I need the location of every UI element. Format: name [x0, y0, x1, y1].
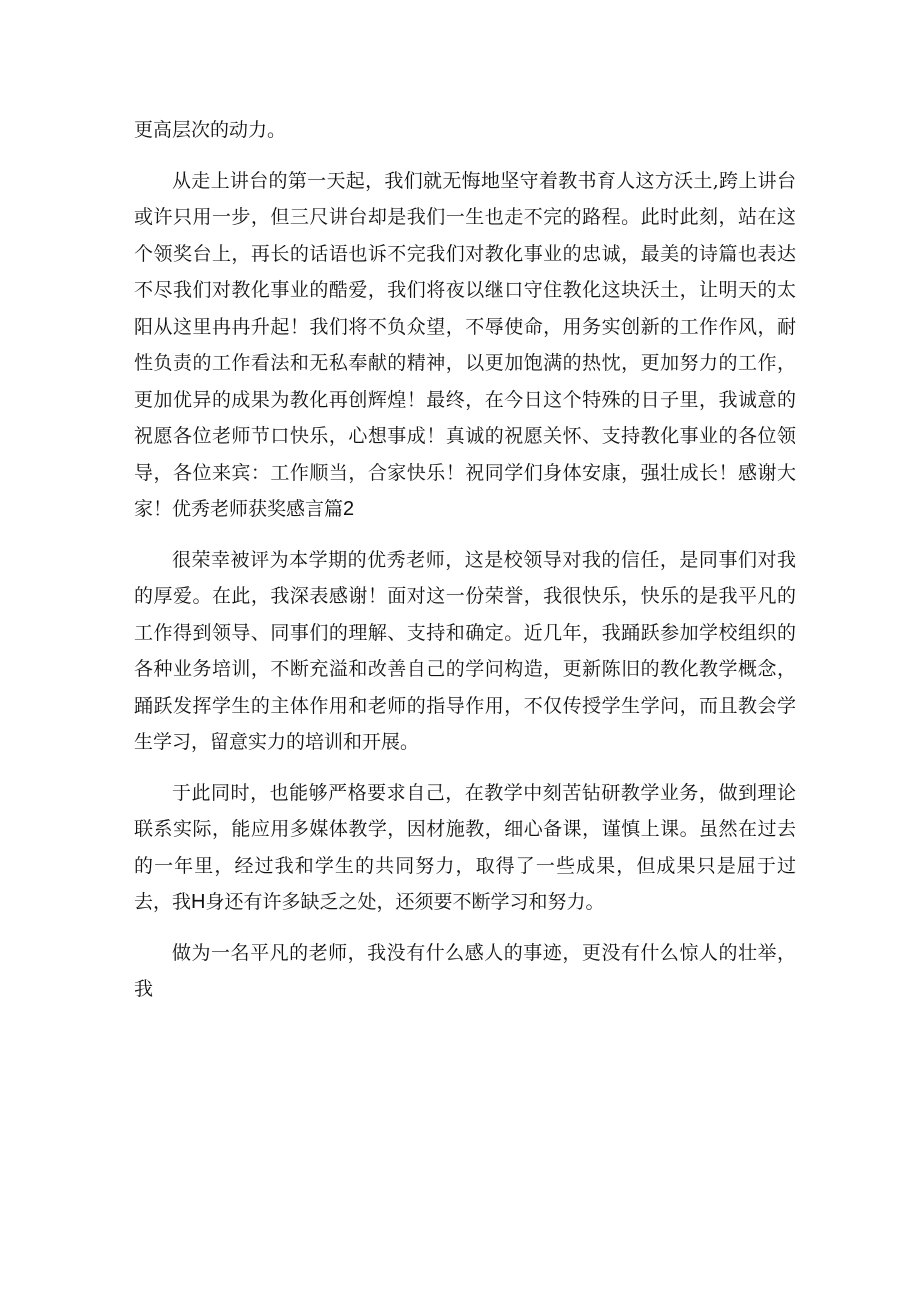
paragraph-3	[134, 542, 796, 761]
paragraph-5-text: 做为一名平凡的老师，我没有什么感人的事迹，更没有什么惊人的壮举，我	[134, 941, 796, 1000]
paragraph-4-text: 于此同时，也能够严格要求自己，在教学中刻苦钻研教学业务，做到理论联系实际，能应用多媒体教学，因材施教，细心备课，谨慎上课。虽然在过去的一年里，经过我和学生的共同努力，取得了一些成果，但成果只是屈于过去，我	[134, 781, 796, 913]
paragraph-1	[134, 112, 796, 149]
paragraph-2-suffix: 2	[343, 498, 355, 520]
paragraph-2	[134, 163, 796, 528]
paragraph-4-prefix: H	[191, 891, 206, 913]
paragraph-3-text: 很荣幸被评为本学期的优秀老师，这是校领导对我的信任，是同事们对我的厚爱。在此，我深表感谢！面对这一份荣誉，我很快乐，快乐的是我平凡的工作得到领导、同事们的理解、支持和确定。近几年，我踊跃参加学校组织的各种业务培训，不断充溢和改善自己的学问构造，更新陈旧的教化教学概念，踊跃发挥学生的主体作用和老师的指导作用，不仅传授学生学问，而且教会学生学习，留意实力的培训和开展。	[134, 548, 796, 753]
paragraph-1-text: 更高层次的动力。	[134, 119, 287, 141]
paragraph-4	[134, 775, 796, 921]
document-body	[134, 112, 796, 1008]
paragraph-2-text: 从走上讲台的第一天起，我们就无悔地坚守着教书育人这方沃土,跨上讲台或许只用一步，但三尺讲台却是我们一生也走不完的路程。此时此刻，站在这个领奖台上，再长的话语也诉不完我们对教化事业的忠诚，最美的诗篇也表达不尽我们对教化事业的酷爱，我们将夜以继口守住教化这块沃土，让明天的太阳从这里冉冉升起！我们将不负众望，不辱使命，用务实创新的工作作风，耐性负责的工作看法和无私奉献的精神，以更加饱满的热忱，更加努力的工作，更加优异的成果为教化再创辉煌！最终，在今日这个特殊的日子里，我诚意的祝愿各位老师节口快乐，心想事成！真诚的祝愿关怀、支持教化事业的各位领导，各位来宾：工作顺当，合家快乐！祝同学们身体安康，强壮成长！感谢大家！优秀老师获奖感言篇	[134, 169, 796, 520]
paragraph-4-text-continued: 身还有许多缺乏之处，还须要不断学习和努力。	[205, 891, 605, 913]
paragraph-5	[134, 935, 796, 1008]
